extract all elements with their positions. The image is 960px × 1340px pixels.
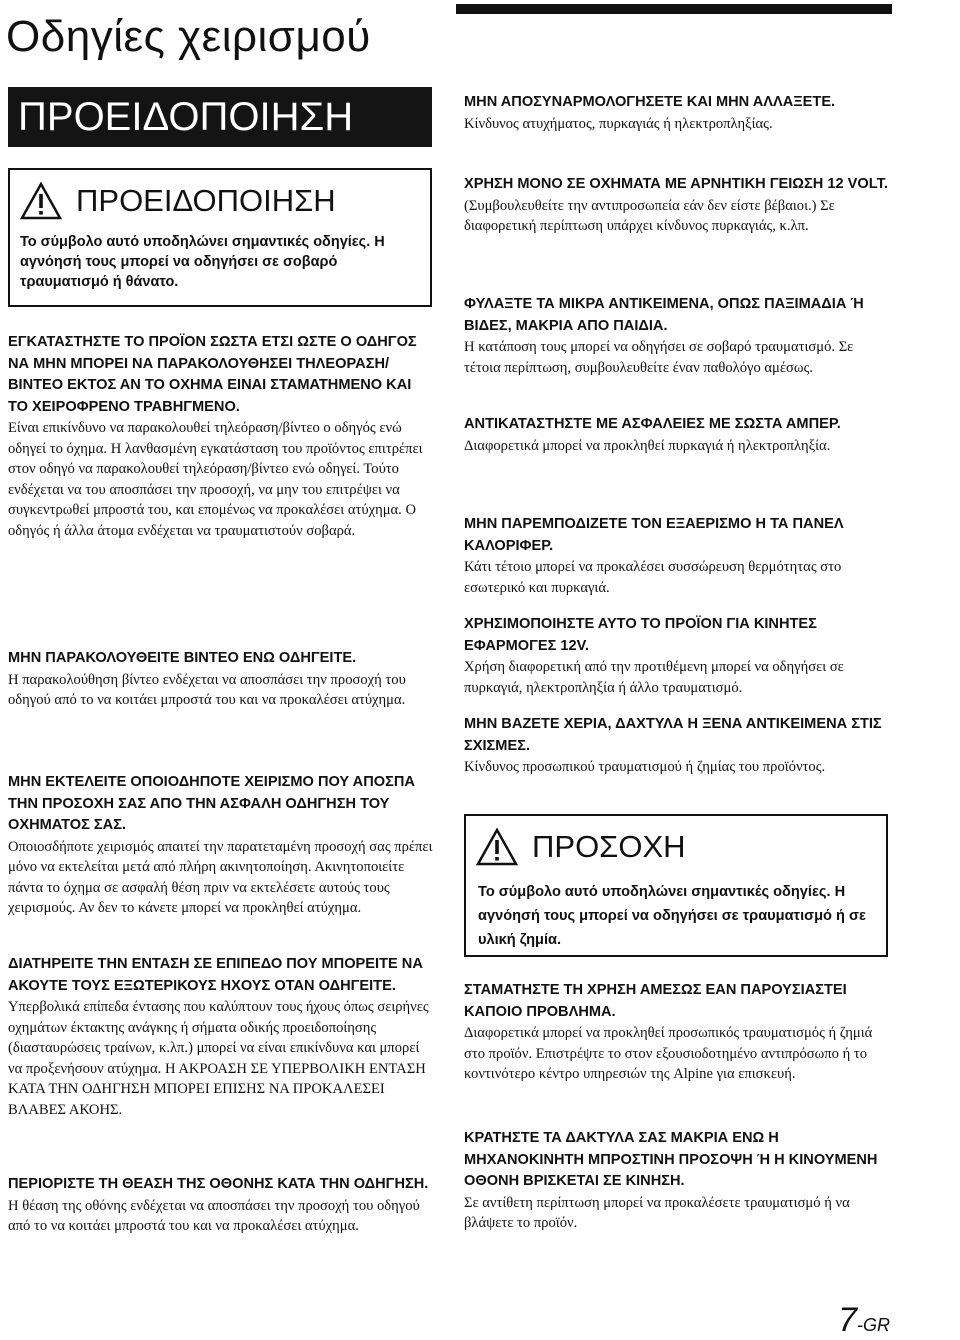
section-body: Διαφορετικά μπορεί να προκληθεί πυρκαγιά ή ηλεκτροπληξία. [464, 437, 831, 454]
section-limit-screen-viewing [8, 1174, 434, 1237]
section-body: Υπερβολικά επίπεδα έντασης που καλύπτουν τους ήχους όπως σειρήνες οχημάτων έκτακτης ανάγκης ή σήματα οδικής προειδοποίησης (διασταυρώσεις τραίνων, κ.λπ.) μπορεί να είναι επικίνδυνα και μπορεί να προξενήσουν ατύχημα. Η ΑΚΡΟΑΣΗ ΣΕ ΥΠΕΡΒΟΛΙΚΗ ΕΝΤΑΣΗ ΚΑΤΑ ΤΗΝ ΟΔΗΓΗΣΗ ΜΠΟΡΕΙ ΕΠΙΣΗΣ ΝΑ ΠΡΟΚΑΛΕΣΕΙ ΒΛΑΒΕΣ ΑΚΟΗΣ. [8, 999, 429, 1118]
section-heading: ΧΡΗΣΗ ΜΟΝΟ ΣΕ ΟΧΗΜΑΤΑ ΜΕ ΑΡΝΗΤΙΚΗ ΓΕΙΩΣΗ 12 VOLT. [464, 176, 888, 192]
section-body: Χρήση διαφορετική από την προτιθέμενη μπορεί να οδηγήσει σε πυρκαγιά, ηλεκτροπληξία ή άλλο τραυματισμό. [464, 659, 844, 696]
section-body: Διαφορετικά μπορεί να προκληθεί προσωπικός τραυματισμός ή ζημιά στο προϊόν. Επιστρέψτε το στον εξουσιοδοτημένο αντιπρόσωπο ή το κοντινότερο κέντρο υπηρεσιών της Alpine για επισκευή. [464, 1025, 873, 1082]
section-ventilation [464, 514, 890, 598]
top-rule [456, 4, 892, 14]
section-no-hands-in-slots [464, 714, 890, 778]
section-body: Η παρακολούθηση βίντεο ενδέχεται να αποσπάσει την προσοχή του οδηγού από το να κοιτάει μπροστά του και να προκαλέσει ατύχημα. [8, 671, 406, 708]
section-body: Είναι επικίνδυνο να παρακολουθεί τηλεόραση/βίντεο ο οδηγός ενώ οδηγεί το όχημα. Η λανθασμένη εγκατάσταση του προϊόντος επιτρέπει στον οδηγό να παρακολουθεί τηλεόραση/βίντεο ενώ οδηγεί. Τούτο ενδέχεται να του αποσπάσει την προσοχή, να μην του επιτρέψει να συγκεντρωθεί μπροστά του, και επομένως να προκαλέσει ατύχημα. Ο οδηγός ή άλλα άτομα ενδέχεται να τραυματιστούν σοβαρά. [8, 420, 423, 539]
section-keep-small-objects [464, 294, 890, 378]
warning-triangle-icon [20, 182, 62, 220]
page-title: Οδηγίες χειρισμού [6, 12, 371, 61]
page-number-suffix: -GR [857, 1315, 890, 1335]
section-heading: ΦΥΛΑΞΤΕ ΤΑ ΜΙΚΡΑ ΑΝΤΙΚΕΙΜΕΝΑ, ΟΠΩΣ ΠΑΞΙΜΑΔΙΑ Ή ΒΙΔΕΣ, ΜΑΚΡΙΑ ΑΠΟ ΠΑΙΔΙΑ. [464, 296, 864, 334]
section-heading: ΕΓΚΑΤΑΣΤΗΣΤΕ ΤΟ ΠΡΟΪΟΝ ΣΩΣΤΑ ΕΤΣΙ ΩΣΤΕ Ο ΟΔΗΓΟΣ ΝΑ ΜΗΝ ΜΠΟΡΕΙ ΝΑ ΠΑΡΑΚΟΛΟΥΘΗΣΕΙ ΤΗΛΕΟΡΑΣΗ/ΒΙΝΤΕΟ ΕΚΤΟΣ ΑΝ ΤΟ ΟΧΗΜΑ ΕΙΝΑΙ ΣΤΑΜΑΤΗΜΕΝΟ ΚΑΙ ΤΟ ΧΕΙΡΟΦΡΕΝΟ ΤΡΑΒΗΓΜΕΝΟ. [8, 334, 417, 415]
section-body: Η κατάποση τους μπορεί να οδηγήσει σε σοβαρό τραυματισμό. Σε τέτοια περίπτωση, συμβουλευθείτε έναν παθολόγο αμέσως. [464, 339, 854, 376]
caution-box-heading: ΠΡΟΣΟΧΗ [532, 829, 686, 864]
caution-box-text: Το σύμβολο αυτό υποδηλώνει σημαντικές οδηγίες. Η αγνόησή τους μπορεί να οδηγήσει σε τραυματισμό ή σε υλική ζημία. [478, 884, 866, 948]
section-heading: ΚΡΑΤΗΣΤΕ ΤΑ ΔΑΚΤΥΛΑ ΣΑΣ ΜΑΚΡΙΑ ΕΝΩ Η ΜΗΧΑΝΟΚΙΝΗΤΗ ΜΠΡΟΣΤΙΝΗ ΠΡΟΣΟΨΗ Ή Η ΚΙΝΟΥΜΕΝΗ ΟΘΟΝΗ ΒΡΙΣΚΕΤΑΙ ΣΕ ΚΙΝΗΣΗ. [464, 1130, 878, 1189]
page-number-value: 7 [838, 1301, 857, 1339]
section-heading: ΜΗΝ ΕΚΤΕΛΕΙΤΕ ΟΠΟΙΟΔΗΠΟΤΕ ΧΕΙΡΙΣΜΟ ΠΟΥ ΑΠΟΣΠΑ ΤΗΝ ΠΡΟΣΟΧΗ ΣΑΣ ΑΠΟ ΤΗΝ ΑΣΦΑΛΗ ΟΔΗΓΗΣΗ ΤΟΥ ΟΧΗΜΑΤΟΣ ΣΑΣ. [8, 774, 415, 833]
section-correct-fuses [464, 414, 890, 456]
section-heading: ΔΙΑΤΗΡΕΙΤΕ ΤΗΝ ΕΝΤΑΣΗ ΣΕ ΕΠΙΠΕΔΟ ΠΟΥ ΜΠΟΡΕΙΤΕ ΝΑ ΑΚΟΥΤΕ ΤΟΥΣ ΕΞΩΤΕΡΙΚΟΥΣ ΗΧΟΥΣ ΟΤΑΝ ΟΔΗΓΕΙΤΕ. [8, 956, 423, 994]
section-body: Η θέαση της οθόνης ενδέχεται να αποσπάσει την προσοχή του οδηγού από το να κοιτάει μπροστά του και να προκαλέσει ατύχημα. [8, 1197, 420, 1234]
caution-triangle-icon [476, 828, 518, 866]
section-heading: ΣΤΑΜΑΤΗΣΤΕ ΤΗ ΧΡΗΣΗ ΑΜΕΣΩΣ ΕΑΝ ΠΑΡΟΥΣΙΑΣΤΕΙ ΚΑΠΟΙΟ ΠΡΟΒΛΗΜΑ. [464, 982, 847, 1020]
section-do-not-disassemble [464, 92, 890, 134]
caution-box [464, 814, 888, 957]
section-heading: ΠΕΡΙΟΡΙΣΤΕ ΤΗ ΘΕΑΣΗ ΤΗΣ ΟΘΟΝΗΣ ΚΑΤΑ ΤΗΝ ΟΔΗΓΗΣΗ. [8, 1176, 429, 1192]
section-mobile-12v [464, 614, 890, 698]
section-body: Κίνδυνος ατυχήματος, πυρκαγιάς ή ηλεκτροπληξίας. [464, 115, 773, 132]
section-heading: ΜΗΝ ΑΠΟΣΥΝΑΡΜΟΛΟΓΗΣΕΤΕ ΚΑΙ ΜΗΝ ΑΛΛΑΞΕΤΕ. [464, 94, 836, 110]
section-body: Κάτι τέτοιο μπορεί να προκαλέσει συσσώρευση θερμότητας στο εσωτερικό και πυρκαγιά. [464, 559, 842, 596]
warning-box [8, 168, 432, 307]
section-body: Κίνδυνος προσωπικού τραυματισμού ή ζημίας του προϊόντος. [464, 759, 826, 775]
section-heading: ΜΗΝ ΠΑΡΑΚΟΛΟΥΘΕΙΤΕ ΒΙΝΤΕΟ ΕΝΩ ΟΔΗΓΕΙΤΕ. [8, 650, 357, 666]
section-install-correctly [8, 332, 434, 541]
section-12v-negative-ground [464, 174, 890, 237]
section-no-distracting-operation [8, 772, 434, 919]
section-keep-volume-level [8, 954, 434, 1120]
section-body: Οποιοσδήποτε χειρισμός απαιτεί την παρατεταμένη προσοχή σας πρέπει μόνο να εκτελείται μετά από πλήρη ακινητοποίηση. Ακινητοποιείτε πάντα το όχημα σε ασφαλή θέση πριν να εκτελέσετε αυτούς τους χειρισμούς. Αν δεν το κάνετε μπορεί να προκληθεί ατύχημα. [8, 838, 433, 916]
caution-box-header [476, 828, 876, 866]
section-heading: ΜΗΝ ΠΑΡΕΜΠΟΔΙΖΕΤΕ ΤΟΝ ΕΞΑΕΡΙΣΜΟ Η ΤΑ ΠΑΝΕΛ ΚΑΛΟΡΙΦΕΡ. [464, 516, 844, 554]
warning-box-heading: ΠΡΟΕΙΔΟΠΟΙΗΣΗ [76, 183, 336, 218]
section-body: Σε αντίθετη περίπτωση μπορεί να προκαλέσετε τραυματισμό ή να βλάψετε το προϊόν. [464, 1194, 850, 1231]
section-heading: ΑΝΤΙΚΑΤΑΣΤΗΣΤΕ ΜΕ ΑΣΦΑΛΕΙΕΣ ΜΕ ΣΩΣΤΑ ΑΜΠΕΡ. [464, 416, 841, 432]
section-heading: ΜΗΝ ΒΑΖΕΤΕ ΧΕΡΙΑ, ΔΑΧΤΥΛΑ Η ΞΕΝΑ ΑΝΤΙΚΕΙΜΕΝΑ ΣΤΙΣ ΣΧΙΣΜΕΣ. [464, 716, 882, 754]
section-keep-fingers-away [464, 1128, 890, 1234]
warning-box-text: Το σύμβολο αυτό υποδηλώνει σημαντικές οδηγίες. Η αγνόησή τους μπορεί να οδηγήσει σε σοβαρό τραυματισμό ή θάνατο. [20, 234, 385, 290]
warning-banner: ΠΡΟΕΙΔΟΠΟΙΗΣΗ [8, 87, 432, 147]
page-number [838, 1301, 890, 1340]
section-heading: ΧΡΗΣΙΜΟΠΟΙΗΣΤΕ ΑΥΤΟ ΤΟ ΠΡΟΪΟΝ ΓΙΑ ΚΙΝΗΤΕΣ ΕΦΑΡΜΟΓΕΣ 12V. [464, 616, 817, 654]
warning-box-header [20, 182, 420, 220]
section-no-video-while-driving [8, 648, 434, 711]
section-body: (Συμβουλευθείτε την αντιπροσωπεία εάν δεν είστε βέβαιοι.) Σε διαφορετική περίπτωση υπάρχει κίνδυνος πυρκαγιάς, κ.λπ. [464, 197, 835, 234]
section-stop-use-on-problem [464, 980, 890, 1085]
